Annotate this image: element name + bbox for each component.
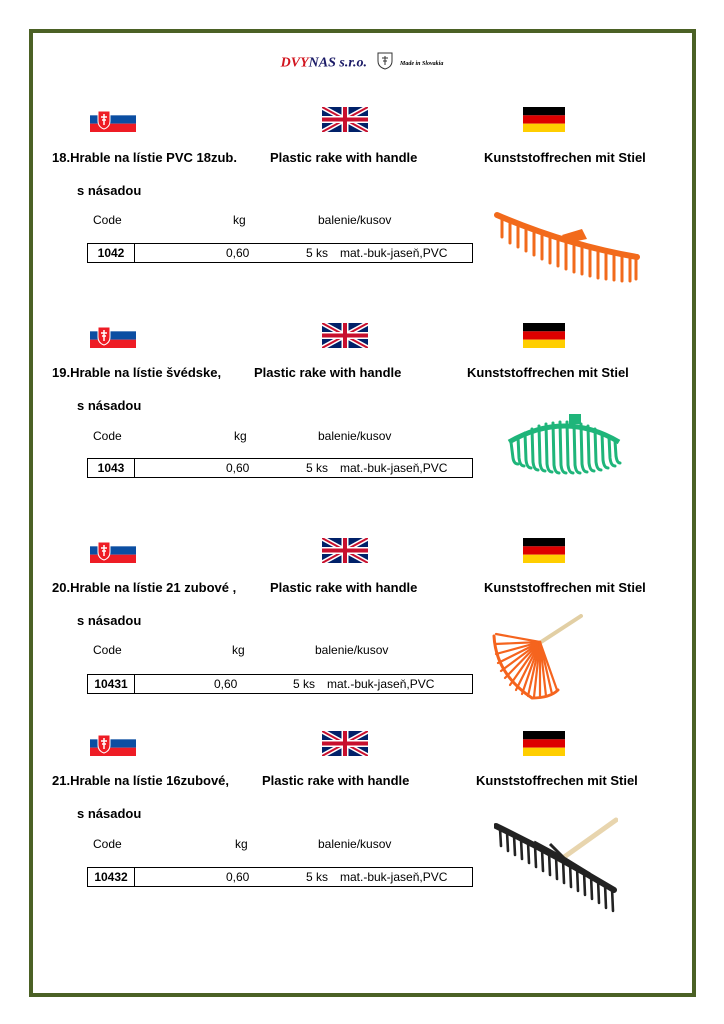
product-title-de: Kunststoffrechen mit Stiel — [484, 580, 646, 595]
product-material: mat.-buk-jaseň,PVC — [340, 461, 448, 475]
product-row — [87, 243, 473, 263]
column-pack-label: balenie/kusov — [318, 213, 392, 227]
product-code: 10431 — [88, 675, 135, 693]
brand-name-part1: DVY — [280, 55, 309, 71]
flag-de-icon — [523, 731, 569, 756]
product-pack: 5 ks — [306, 461, 329, 475]
product-weight: 0,60 — [226, 870, 250, 884]
product-weight: 0,60 — [226, 246, 250, 260]
column-code-label: Code — [93, 643, 122, 657]
flag-sk-icon — [90, 731, 136, 756]
product-weight: 0,60 — [226, 461, 250, 475]
green-rake-image — [505, 412, 623, 482]
column-pack-label: balenie/kusov — [318, 837, 392, 851]
column-pack-label: balenie/kusov — [318, 429, 392, 443]
product-title-sk-line2: s násadou — [77, 613, 142, 628]
column-kg-label: kg — [234, 429, 247, 443]
flag-sk-icon — [90, 107, 136, 132]
column-code-label: Code — [93, 429, 122, 443]
product-code: 1042 — [88, 244, 135, 262]
product-title-sk: 18.Hrable na lístie PVC 18zub. — [52, 150, 237, 165]
product-title-en: Plastic rake with handle — [270, 580, 418, 595]
flag-sk-icon — [90, 323, 136, 348]
product-title-sk-line2: s násadou — [77, 806, 142, 821]
product-weight: 0,60 — [214, 677, 238, 691]
made-in-label: Made in Slovakia — [400, 60, 444, 67]
product-title-en: Plastic rake with handle — [254, 365, 402, 380]
product-title-en: Plastic rake with handle — [262, 773, 410, 788]
column-kg-label: kg — [233, 213, 246, 227]
product-row — [87, 867, 473, 887]
black-rake-image — [494, 814, 618, 919]
product-material: mat.-buk-jaseň,PVC — [327, 677, 435, 691]
column-code-label: Code — [93, 213, 122, 227]
product-title-sk-line2: s násadou — [77, 398, 142, 413]
column-kg-label: kg — [232, 643, 245, 657]
product-row — [87, 674, 473, 694]
product-pack: 5 ks — [293, 677, 316, 691]
product-title-sk-line2: s násadou — [77, 183, 142, 198]
product-title-de: Kunststoffrechen mit Stiel — [484, 150, 646, 165]
flag-de-icon — [523, 538, 569, 563]
flag-uk-icon — [322, 538, 368, 563]
product-title-sk: 21.Hrable na lístie 16zubové, — [52, 773, 230, 788]
column-kg-label: kg — [235, 837, 248, 851]
flag-de-icon — [523, 323, 569, 348]
coat-of-arms-icon — [377, 52, 393, 75]
product-title-en: Plastic rake with handle — [270, 150, 418, 165]
product-title-de: Kunststoffrechen mit Stiel — [476, 773, 638, 788]
flag-uk-icon — [322, 323, 368, 348]
product-material: mat.-buk-jaseň,PVC — [340, 246, 448, 260]
product-pack: 5 ks — [306, 870, 329, 884]
flag-uk-icon — [322, 107, 368, 132]
product-code: 1043 — [88, 459, 135, 477]
brand-name-part2: NAS s.r.o. — [308, 55, 367, 71]
column-pack-label: balenie/kusov — [315, 643, 389, 657]
product-pack: 5 ks — [306, 246, 329, 260]
product-code: 10432 — [88, 868, 135, 886]
product-row — [87, 458, 473, 478]
product-material: mat.-buk-jaseň,PVC — [340, 870, 448, 884]
orange-fan-rake-image — [488, 614, 583, 705]
product-title-sk: 20.Hrable na lístie 21 zubové , — [52, 580, 237, 595]
column-code-label: Code — [93, 837, 122, 851]
flag-de-icon — [523, 107, 569, 132]
flag-sk-icon — [90, 538, 136, 563]
product-title-de: Kunststoffrechen mit Stiel — [467, 365, 629, 380]
company-header — [0, 52, 724, 75]
product-title-sk: 19.Hrable na lístie švédske, — [52, 365, 222, 380]
orange-rake-image — [492, 207, 642, 292]
flag-uk-icon — [322, 731, 368, 756]
